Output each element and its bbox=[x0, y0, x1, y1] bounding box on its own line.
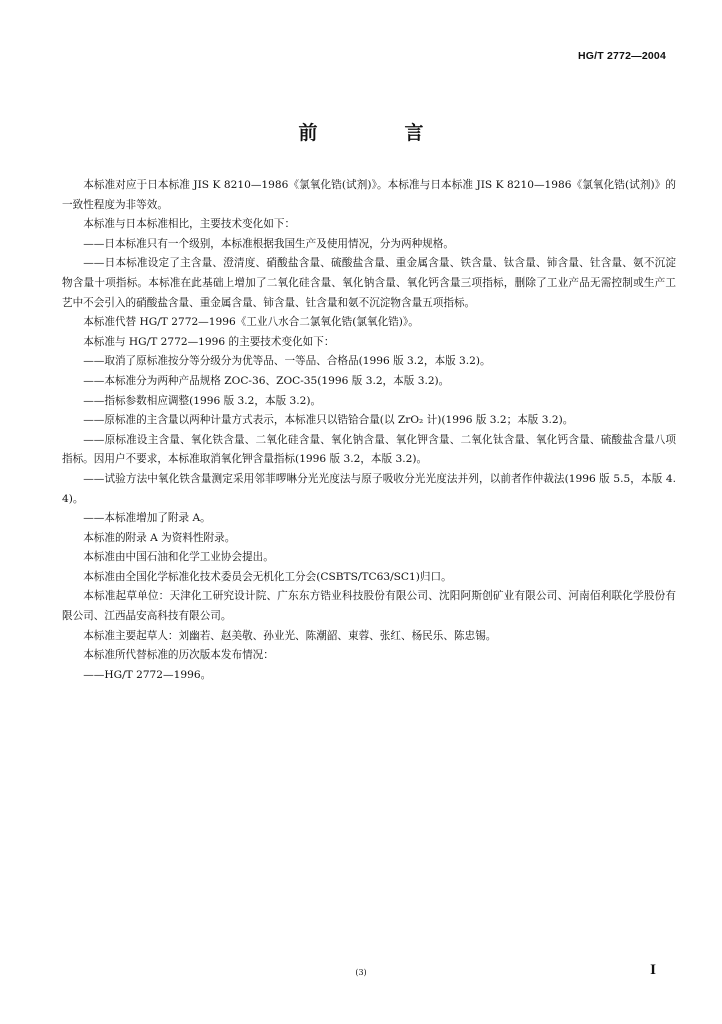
paragraph: 本标准主要起草人：刘幽若、赵美敬、孙业光、陈潮韶、東蓉、张红、杨民乐、陈忠锡。 bbox=[83, 629, 497, 642]
paragraph: 本标准与 HG/T 2772—1996 的主要技术变化如下： bbox=[83, 335, 335, 348]
paragraph: 本标准代替 HG/T 2772—1996《工业八水合二氯氧化锆(氯氧化锆)》。 bbox=[83, 316, 419, 329]
list-item: ——指标参数相应调整(1996 版 3.2，本版 3.2)。 bbox=[83, 394, 322, 407]
page-title: 前 言 bbox=[298, 122, 458, 144]
list-item: ——试验方法中氧化铁含量测定采用邻菲啰啉分光光度法与原子吸收分光光度法并列，以前者作仲裁法(1996 版 5.5，本版 4.4)。 bbox=[62, 472, 676, 505]
list-item: ——取消了原标准按分等分级分为优等品、一等品、合格品(1996 版 3.2，本版 3.2)。 bbox=[83, 355, 491, 368]
paragraph: 本标准所代替标准的历次版本发布情况： bbox=[83, 649, 274, 662]
paragraph: 本标准对应于日本标准 JIS K 8210—1986《氯氧化锆(试剂)》。本标准与日本标准 JIS K 8210—1986《氯氧化锆(试剂)》的一致性程度为非等效。 bbox=[62, 179, 676, 211]
document-body bbox=[62, 176, 676, 685]
list-item: ——HG/T 2772—1996。 bbox=[83, 668, 212, 681]
list-item: ——本标准增加了附录 A。 bbox=[83, 512, 211, 525]
paragraph: 本标准与日本标准相比，主要技术变化如下： bbox=[83, 218, 296, 231]
list-item: ——原标准的主含量以两种计量方式表示，本标准只以锆铪合量(以 ZrO₂ 计)(1996 版 3.2；本版 3.2)。 bbox=[83, 414, 574, 427]
paragraph: 本标准起草单位：天津化工研究设计院、广东东方锆业科技股份有限公司、沈阳阿斯创矿业有限公司、河南佰利联化学股份有限公司、江西晶安高科技有限公司。 bbox=[62, 590, 676, 623]
paragraph: 本标准由中国石油和化学工业协会提出。 bbox=[83, 551, 274, 564]
paragraph: 本标准的附录 A 为资料性附录。 bbox=[83, 531, 236, 544]
standard-code-header: HG/T 2772—2004 bbox=[577, 50, 666, 62]
list-item: ——日本标准设定了主含量、澄清度、硝酸盐含量、硫酸盐含量、重金属含量、铁含量、钛含量、铈含量、钍含量、氨不沉淀物含量十项指标。本标准在此基础上增加了二氧化硅含量、氧化钠含量、氧化钙含量三项指标，删除了工业产品无需控制或生产工艺中不会引入的硝酸盐含量、重金属含量、铈含量、钍含量和氨不沉淀物含量五项指标。 bbox=[62, 257, 676, 309]
roman-page-number: I bbox=[650, 962, 656, 978]
list-item: ——本标准分为两种产品规格 ZOC-36、ZOC-35(1996 版 3.2，本版 3.2)。 bbox=[83, 374, 450, 387]
page-number: (3) bbox=[355, 968, 367, 977]
list-item: ——原标准设主含量、氧化铁含量、二氧化硅含量、氧化钠含量、氧化钾含量、二氧化钛含量、氧化钙含量、硫酸盐含量八项指标。因用户不要求，本标准取消氧化钾含量指标(1996 版 3.2，本版 3.2)。 bbox=[62, 433, 676, 466]
paragraph: 本标准由全国化学标准化技术委员会无机化工分会(CSBTS/TC63/SC1)归口。 bbox=[83, 570, 452, 583]
list-item: ——日本标准只有一个级别，本标准根据我国生产及使用情况，分为两种规格。 bbox=[83, 237, 454, 250]
